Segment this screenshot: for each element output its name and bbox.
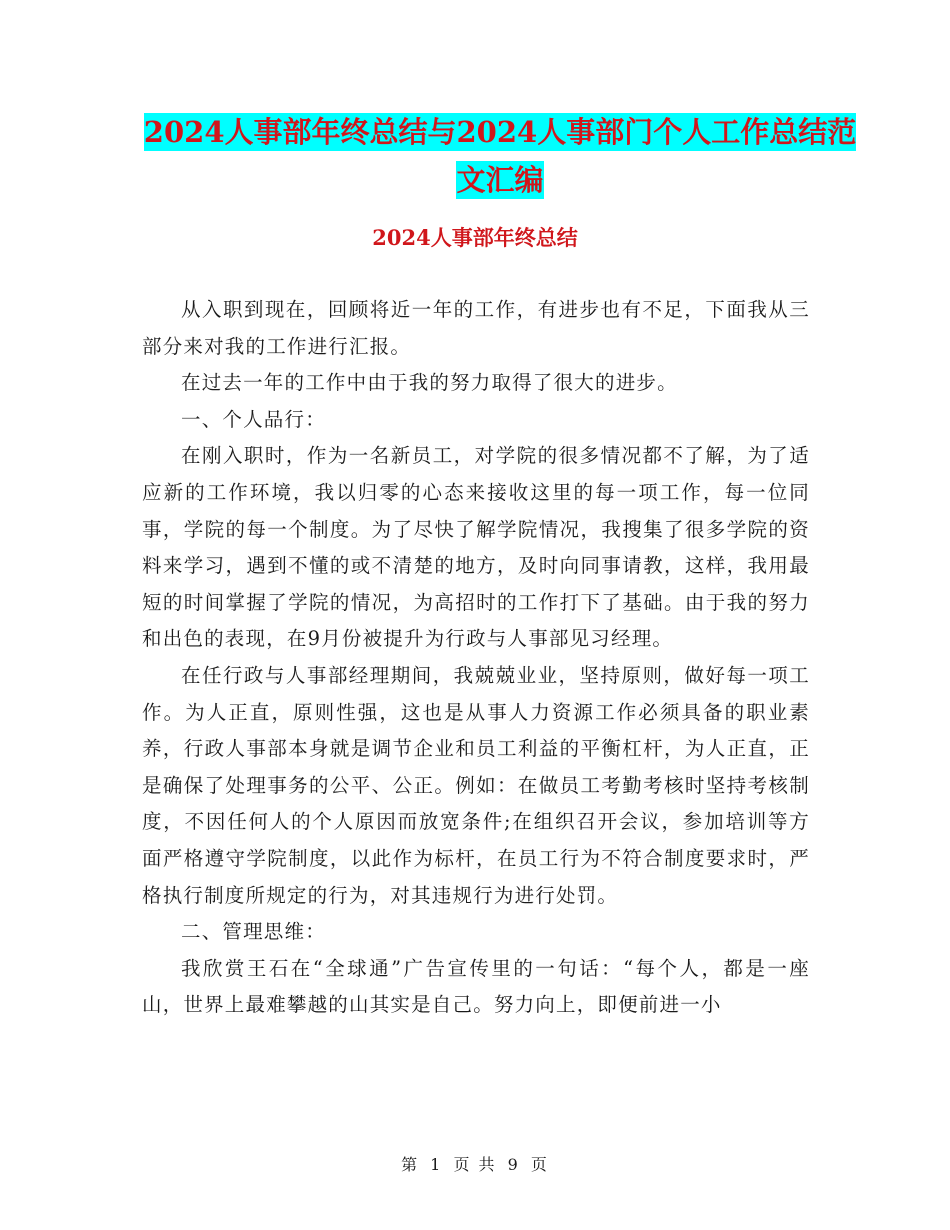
- paragraph: 二、管理思维：: [181, 920, 326, 944]
- paragraph: 我欣赏王石在“全球通”广告宣传里的一句话：“每个人，都是一座山，世界上最难攀越的山其实是自己。努力向上，即便前进一小: [142, 956, 810, 1017]
- page-label-mid: 页 共: [453, 1155, 497, 1174]
- paragraph: 在刚入职时，作为一名新员工，对学院的很多情况都不了解，为了适应新的工作环境，我以归零的心态来接收这里的每一项工作，每一位同事，学院的每一个制度。为了尽快了解学院情况，我搜集了很多学院的资料来学习，遇到不懂的或不清楚的地方，及时向同事请教，这样，我用最短的时间掌握了学院的情况，为高招时的工作打下了基础。由于我的努力和出色的表现，在9月份被提升为行政与人事部见习经理。: [142, 444, 810, 651]
- section-heading: 2024人事部年终总结: [372, 225, 578, 250]
- page-current: 1: [430, 1155, 443, 1174]
- page-total: 9: [507, 1155, 520, 1174]
- page-footer: [0, 1152, 950, 1175]
- paragraph: 在任行政与人事部经理期间，我兢兢业业，坚持原则，做好每一项工作。为人正直，原则性强，这也是从事人力资源工作必须具备的职业素养，行政人事部本身就是调节企业和员工利益的平衡杠杆，为人正直，正是确保了处理事务的公平、公正。例如：在做员工考勤考核时坚持考核制度，不因任何人的个人原因而放宽条件;在组织召开会议，参加培训等方面严格遵守学院制度，以此作为标杆，在员工行为不符合制度要求时，严格执行制度所规定的行为，对其违规行为进行处罚。: [142, 663, 810, 907]
- page-label-suffix: 页: [530, 1155, 549, 1174]
- paragraph: 从入职到现在，回顾将近一年的工作，有进步也有不足，下面我从三部分来对我的工作进行汇报。: [142, 298, 810, 358]
- document-title: [140, 108, 860, 204]
- document-title-line-1: 2024人事部年终总结与2024人事部门个人工作总结范: [143, 115, 857, 149]
- page-label-prefix: 第: [401, 1155, 420, 1174]
- paragraph: 一、个人品行：: [181, 407, 326, 431]
- paragraph: 在过去一年的工作中由于我的努力取得了很大的进步。: [181, 371, 678, 395]
- document-title-line-2: 文汇编: [456, 163, 544, 197]
- document-body: [142, 292, 810, 1024]
